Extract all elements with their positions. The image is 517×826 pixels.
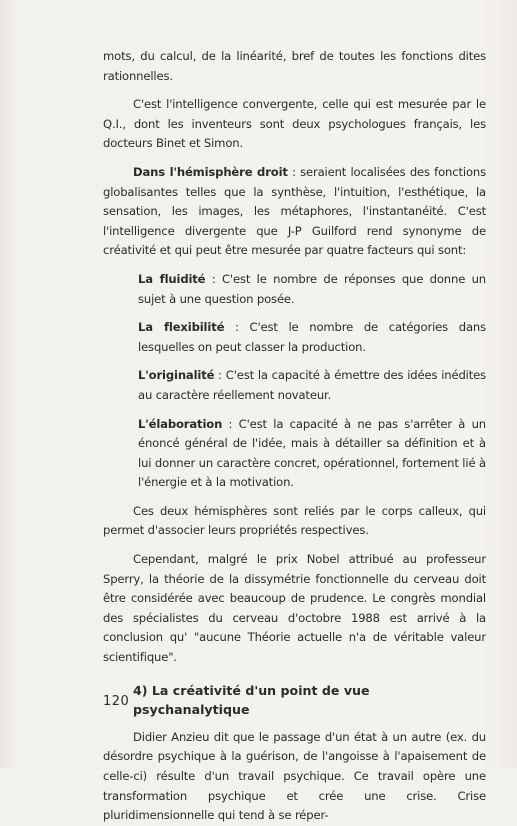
right-hemisphere-term: Dans l'hémisphère droit [133,164,288,179]
factor-definition: : C'est le nombre de réponses que donne un sujet à une question posée. [138,271,486,306]
factor-fluidity [103,270,486,309]
paragraph-right-hemisphere [103,163,486,261]
factor-term: L'élaboration [138,416,223,431]
factor-definition: : C'est la capacité à ne pas s'arrêter à un énoncé général de l'idée, mais à détailler sa définition et à lui donner un caractère concret, opérationnel, fortement lié à l'énergie et à la motivation. [138,416,486,490]
page-body [103,47,486,826]
factor-elaboration [103,415,486,493]
paragraph-rational-functions: mots, du calcul, de la linéarité, bref de toutes les fonctions dites rationnelles. [103,49,486,83]
factor-flexibility [103,318,486,357]
paragraph-anzieu: Didier Anzieu dit que le passage d'un état à un autre (ex. du désordre psychique à la guérison, de l'angoisse à l'apaisement de celle-ci) résulte d'un travail psychique. Ce travail opère une transformation psychique et crée une crise. Crise pluridimensionnelle qui tend à se réper- [103,729,486,823]
right-hemisphere-text: : seraient localisées des fonctions globalisantes telles que la synthèse, l'intuition, l'esthétique, la sensation, les images, les métaphores, l'instantanéité. C'est l'intelligence divergente que J-P Guilford rend synonyme de créativité et qui peut être mesurée par quatre facteurs qui sont: [103,164,486,258]
factor-term: L'originalité [138,368,215,383]
paragraph-sperry: Cependant, malgré le prix Nobel attribué au professeur Sperry, la théorie de la dissymétrie fonctionnelle du cerveau doit être considérée avec beaucoup de prudence. Le congrès mondial des spécialistes du cerveau d'octobre 1988 est arrivé à la conclusion qu' "aucune Théorie actuelle n'a de véritable valeur scientifique". [103,552,486,665]
paragraph-convergent-intelligence: C'est l'intelligence convergente, celle qui est mesurée par le Q.I., dont les inventeurs sont deux psychologues français, les docteurs Binet et Simon. [103,97,486,151]
factor-definition: : C'est le nombre de catégories dans lesquelles on peut classer la production. [138,320,486,354]
paragraph-corpus-callosum: Ces deux hémisphères sont reliés par le corps calleux, qui permet d'associer leurs propriétés respectives. [103,503,486,538]
factor-originality [103,366,486,405]
factor-term: La fluidité [138,271,206,286]
factor-definition: : C'est la capacité à émettre des idées inédites au caractère réellement novateur. [138,368,486,402]
section-heading: 4) La créativité d'un point de vue psychanalytique [133,682,370,718]
page-number: 120 [103,694,130,709]
factor-term: La flexibilité [138,320,225,335]
